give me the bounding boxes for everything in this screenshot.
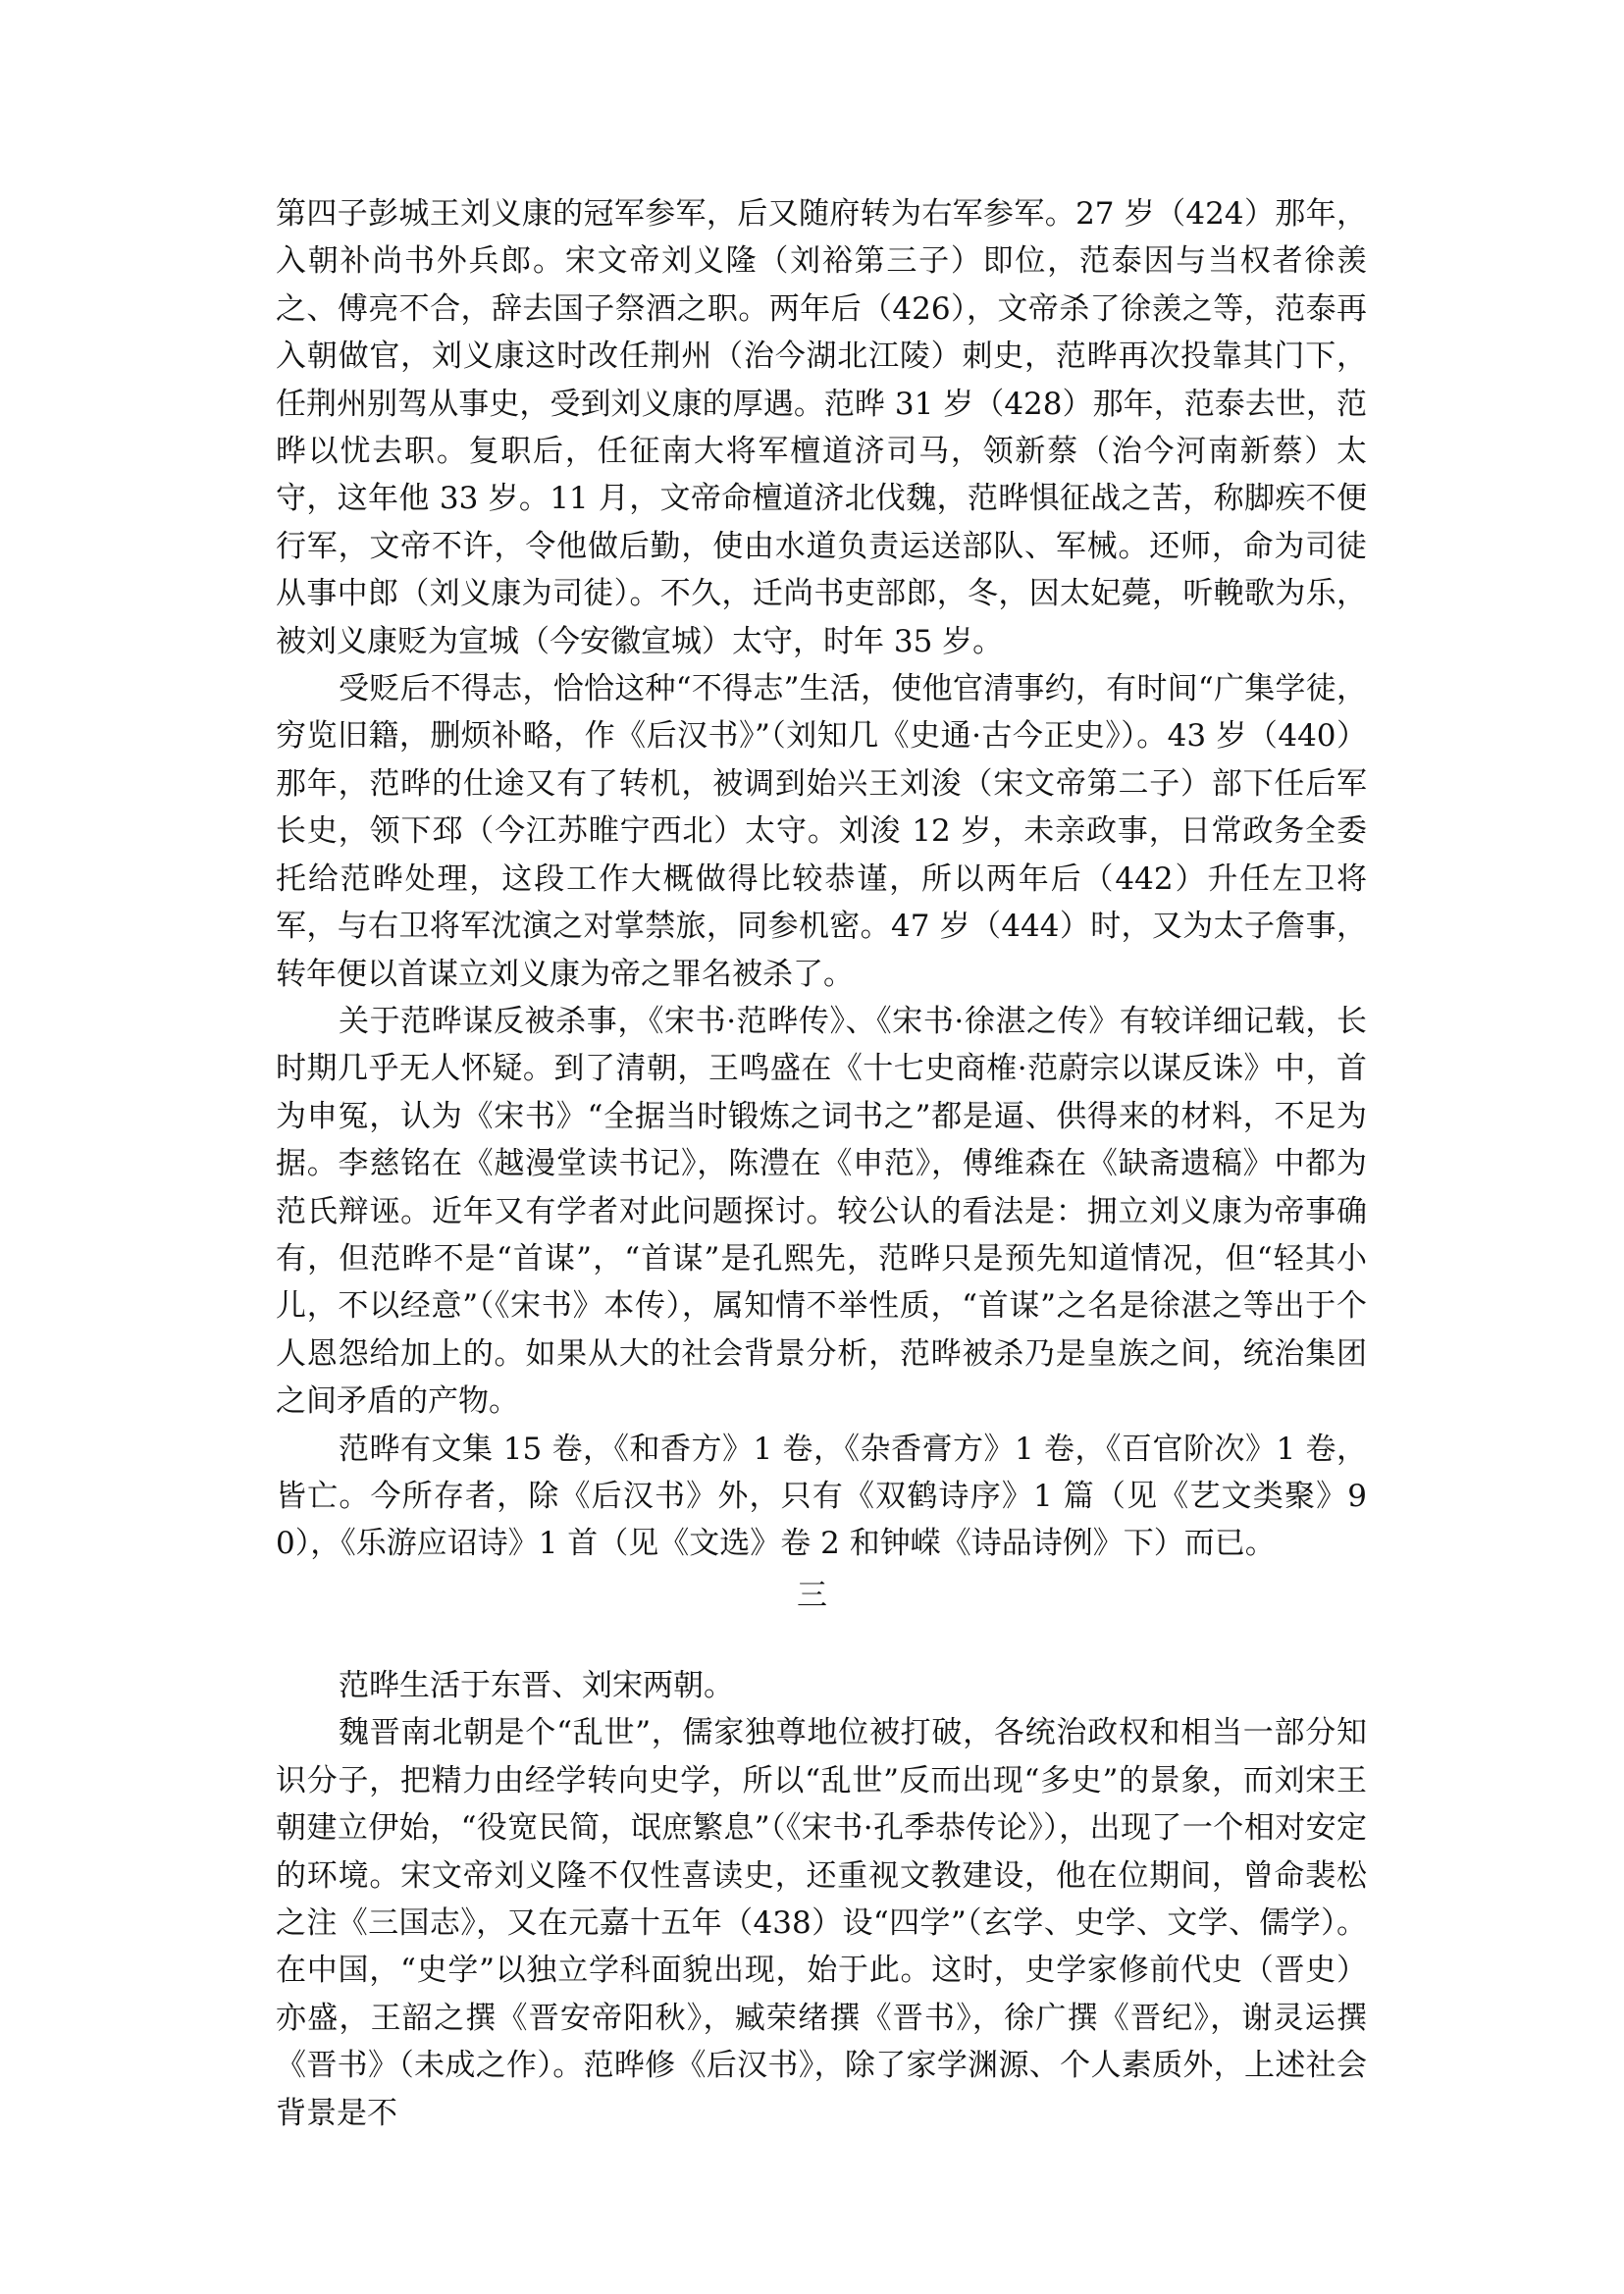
paragraph: 关于范晔谋反被杀事，《宋书·范晔传》、《宋书·徐湛之传》有较详细记载，长时期几乎无人怀疑。到了清朝，王鸣盛在《十七史商榷·范蔚宗以谋反诛》中，首为申冤，认为《宋书》“全据当时锻炼之词书之”都是逼、供得来的材料，不足为据。李慈铭在《越漫堂读书记》，陈澧在《申范》，傅维森在《缺斋遗稿》中都为范氏辩诬。近年又有学者对此问题探讨。较公认的看法是：拥立刘义康为帝事确有，但范晔不是“首谋”，“首谋”是孔熙先，范晔只是预先知道情况，但“轻其小儿，不以经意”（《宋书》本传），属知情不举性质，“首谋”之名是徐湛之等出于个人恩怨给加上的。如果从大的社会背景分析，范晔被杀乃是皇族之间，统治集团之间矛盾的产物。 <box>276 1003 1367 1420</box>
paragraph: 受贬后不得志，恰恰这种“不得志”生活，使他官清事约，有时间“广集学徒，穷览旧籍，删烦补略，作《后汉书》”（刘知几《史通·古今正史》）。43 岁（440）那年，范晔的仕途又有了转机，被调到始兴王刘浚（宋文帝第二子）部下任后军长史，领下邳（今江苏睢宁西北）太守。刘浚 12 岁，未亲政事，日常政务全委托给范晔处理，这段工作大概做得比较恭谨，所以两年后（442）升任左卫将军，与右卫将军沈演之对掌禁旅，同参机密。47 岁（444）时，又为太子詹事，转年便以首谋立刘义康为帝之罪名被杀了。 <box>276 671 1367 992</box>
paragraph-continuation: 第四子彭城王刘义康的冠军参军，后又随府转为右军参军。27 岁（424）那年，入朝补尚书外兵郎。宋文帝刘义隆（刘裕第三子）即位，范泰因与当权者徐羡之、傅亮不合，辞去国子祭酒之职。两年后（426），文帝杀了徐羡之等，范泰再入朝做官，刘义康这时改任荆州（治今湖北江陵）刺史，范晔再次投靠其门下，任荆州别驾从事史，受到刘义康的厚遇。范晔 31 岁（428）那年，范泰去世，范晔以忧去职。复职后，任征南大将军檀道济司马，领新蔡（治今河南新蔡）太守，这年他 33 岁。11 月，文帝命檀道济北伐魏，范晔惧征战之苦，称脚疾不便行军，文帝不许，令他做后勤，使由水道负责运送部队、军械。还师，命为司徒从事中郎（刘义康为司徒）。不久，迁尚书吏部郎，冬，因太妃薨，听輓歌为乐，被刘义康贬为宣城（今安徽宣城）太守，时年 35 岁。 <box>276 196 1367 659</box>
paragraph: 范晔生活于东晋、刘宋两朝。 <box>339 1668 734 1703</box>
paragraph: 范晔有文集 15 卷，《和香方》1 卷，《杂香膏方》1 卷，《百官阶次》1 卷，皆亡。今所存者，除《后汉书》外，只有《双鹤诗序》1 篇（见《艺文类聚》90），《乐游应诏诗》1 首（见《文选》卷 2 和钟嵘《诗品诗例》下）而已。 <box>276 1431 1367 1562</box>
section-heading: 三 <box>797 1578 827 1613</box>
paragraph: 魏晋南北朝是个“乱世”，儒家独尊地位被打破，各统治政权和相当一部分知识分子，把精力由经学转向史学，所以“乱世”反而出现“多史”的景象，而刘宋王朝建立伊始，“役宽民简，氓庶繁息”（《宋书·孔季恭传论》），出现了一个相对安定的环境。宋文帝刘义隆不仅性喜读史，还重视文教建设，他在位期间，曾命裴松之注《三国志》，又在元嘉十五年（438）设“四学”（玄学、史学、文学、儒学）。在中国，“史学”以独立学科面貌出现，始于此。这时，史学家修前代史（晋史）亦盛，王韶之撰《晋安帝阳秋》，臧荣绪撰《晋书》，徐广撰《晋纪》，谢灵运撰《晋书》（未成之作）。范晔修《后汉书》，除了家学渊源、个人素质外，上述社会背景是不 <box>276 1715 1367 2131</box>
body-text-bottom <box>276 1662 1367 2137</box>
body-text-top <box>276 190 1367 1568</box>
